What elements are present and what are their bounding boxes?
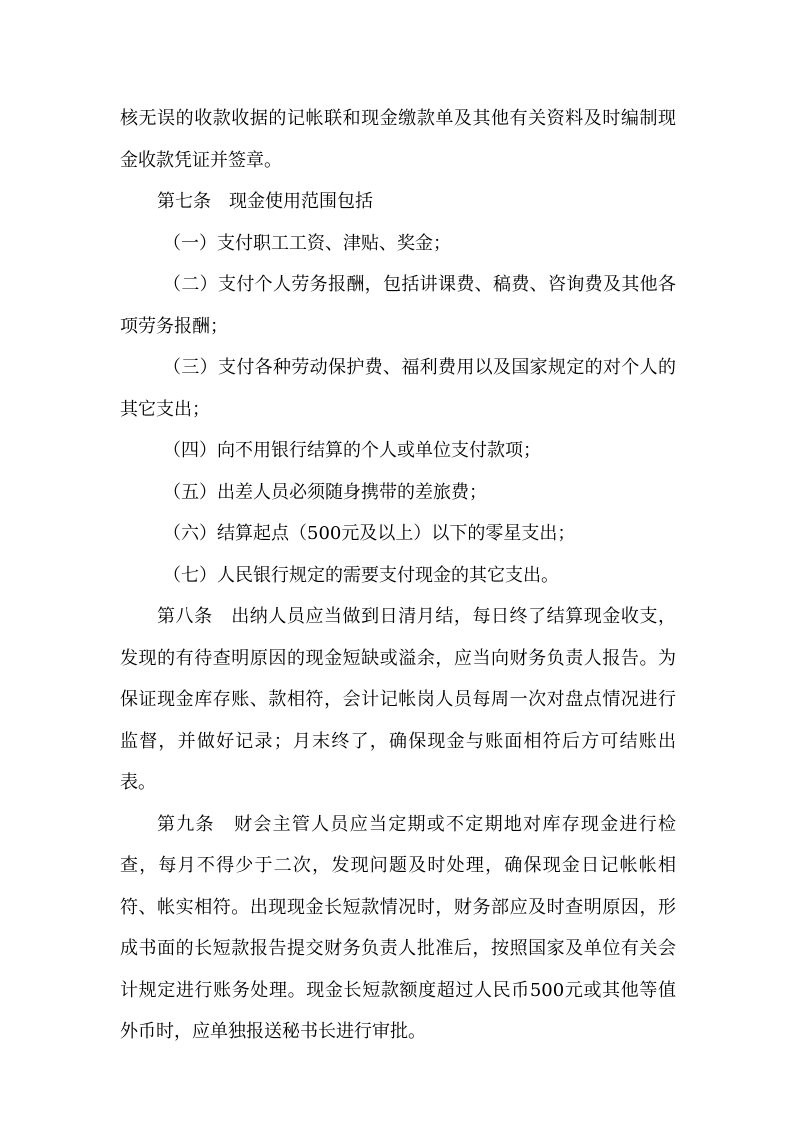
article-9-paragraph: 第九条 财会主管人员应当定期或不定期地对库存现金进行检查，每月不得少于二次，发现问题及时处理，确保现金日记帐帐相符、帐实相符。出现现金长短款情况时，财务部应及时查明原因，形成书面的长短款报告提交财务负责人批准后，按照国家及单位有关会计规定进行账务处理。现金长短款额度超过人民币500元或其他等值外币时，应单独报送秘书长进行审批。	[120, 813, 676, 1042]
article-7-heading: 第七条 现金使用范围包括	[157, 191, 373, 212]
list-item: （七）人民银行规定的需要支付现金的其它支出。	[163, 564, 559, 586]
article-8-paragraph: 第八条 出纳人员应当做到日清月结，每日终了结算现金收支，发现的有待查明原因的现金短缺或溢余，应当向财务负责人报告。为保证现金库存账、款相符，会计记帐岗人员每周一次对盘点情况进行监督，并做好记录；月末终了，确保现金与账面相符后方可结账出表。	[120, 606, 676, 793]
paragraph-continuation: 核无误的收款收据的记帐联和现金缴款单及其他有关资料及时编制现金收款凭证并签章。	[120, 108, 676, 171]
body-text	[120, 98, 676, 1053]
list-item: （三）支付各种劳动保护费、福利费用以及国家规定的对个人的其它支出；	[120, 357, 676, 420]
list-item: （五）出差人员必须随身携带的差旅费；	[163, 481, 487, 503]
list-item: （一）支付职工工资、津贴、奖金；	[163, 232, 451, 254]
list-item: （二）支付个人劳务报酬，包括讲课费、稿费、咨询费及其他各项劳务报酬；	[120, 274, 676, 337]
list-item: （六）结算起点（500元及以上）以下的零星支出；	[163, 523, 576, 544]
list-item: （四）向不用银行结算的个人或单位支付款项；	[163, 440, 541, 461]
